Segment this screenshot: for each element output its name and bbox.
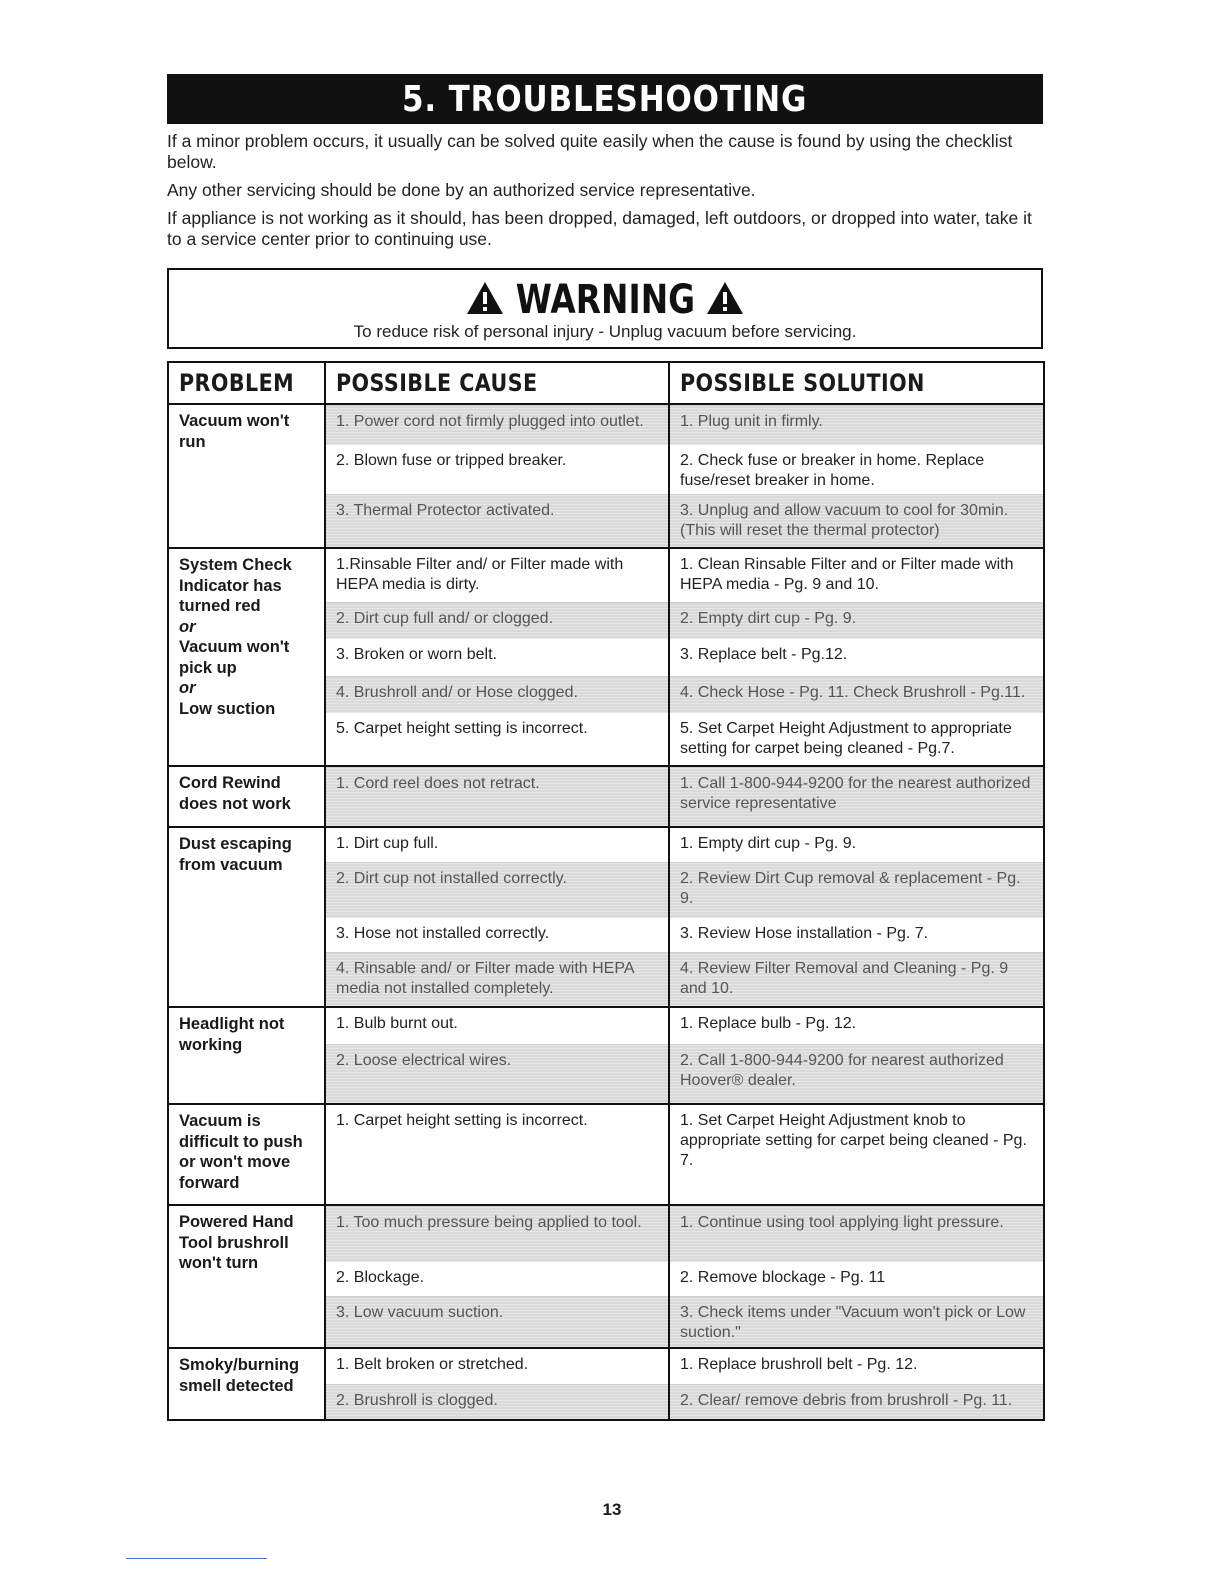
problem-text: Vacuum won't	[179, 638, 290, 656]
table-row	[168, 1205, 1044, 1348]
table-body	[168, 404, 1044, 1420]
cause-item: 1. Carpet height setting is incorrect.	[336, 1112, 588, 1129]
solution-item: 1. Replace bulb - Pg. 12.	[680, 1015, 857, 1032]
cause-item: 4. Brushroll and/ or Hose clogged.	[326, 676, 668, 713]
cause-cell	[325, 1007, 669, 1104]
problem-cell	[168, 1348, 325, 1420]
solution-item: 1. Replace brushroll belt - Pg. 12.	[680, 1356, 918, 1373]
problem-text: working	[179, 1035, 243, 1054]
cause-item: 2. Blockage.	[336, 1269, 425, 1286]
cause-item: 1. Cord reel does not retract.	[326, 767, 668, 826]
warning-box	[167, 268, 1043, 349]
solution-item: 2. Review Dirt Cup removal & replacement - Pg. 9.	[670, 862, 1043, 918]
problem-text: Vacuum won't	[179, 412, 290, 430]
problem-text: won't turn	[179, 1254, 259, 1272]
problem-text: Vacuum is	[179, 1112, 261, 1130]
problem-text: smell detected	[179, 1376, 294, 1395]
footer-rule	[126, 1558, 267, 1559]
table-row	[168, 548, 1044, 766]
problem-text: Cord Rewind	[179, 774, 281, 792]
cause-item: 1. Bulb burnt out.	[336, 1015, 458, 1032]
problem-text: or	[179, 617, 196, 636]
cause-cell	[325, 404, 669, 548]
cause-item: 2. Loose electrical wires.	[326, 1044, 668, 1103]
problem-cell	[168, 1205, 325, 1348]
header-possible-solution: POSSIBLE SOLUTION	[669, 362, 1044, 404]
cause-cell	[325, 766, 669, 827]
problem-text: pick up	[179, 658, 237, 677]
problem-cell	[168, 1104, 325, 1205]
problem-text: or won't move	[179, 1153, 291, 1171]
cause-item: 3. Broken or worn belt.	[336, 646, 497, 663]
header-problem: PROBLEM	[168, 362, 325, 404]
problem-text: System Check	[179, 556, 292, 574]
problem-text: does not work	[179, 794, 291, 813]
problem-cell	[168, 766, 325, 827]
intro-paragraph: Any other servicing should be done by an authorized service representative.	[167, 180, 756, 200]
solution-cell	[669, 1205, 1044, 1348]
table-row	[168, 827, 1044, 1007]
solution-item: 2. Remove blockage - Pg. 11	[680, 1269, 886, 1286]
cause-cell	[325, 827, 669, 1007]
solution-item: 1. Call 1-800-944-9200 for the nearest authorized service representative	[670, 767, 1043, 826]
problem-text: run	[179, 432, 206, 451]
problem-text: Dust escaping	[179, 835, 292, 853]
solution-item: 2. Check fuse or breaker in home. Replace fuse/reset breaker in home.	[680, 452, 985, 489]
solution-item: 2. Call 1-800-944-9200 for nearest authorized Hoover® dealer.	[670, 1044, 1043, 1103]
problem-text: Powered Hand	[179, 1213, 294, 1231]
solution-item: 1. Continue using tool applying light pressure.	[670, 1206, 1043, 1262]
problem-cell	[168, 548, 325, 766]
cause-item: 1.Rinsable Filter and/ or Filter made with HEPA media is dirty.	[336, 556, 624, 593]
solution-cell	[669, 1348, 1044, 1420]
table-header-row	[168, 362, 1044, 404]
problem-text: or	[179, 679, 196, 697]
solution-item: 3. Review Hose installation - Pg. 7.	[680, 925, 929, 942]
solution-item: 1. Empty dirt cup - Pg. 9.	[680, 835, 857, 852]
warning-triangle-icon	[466, 281, 504, 315]
cause-item: 2. Brushroll is clogged.	[326, 1384, 668, 1419]
cause-cell	[325, 1205, 669, 1348]
table-row	[168, 404, 1044, 548]
cause-item: 1. Power cord not firmly plugged into outlet.	[326, 405, 668, 445]
problem-cell	[168, 1007, 325, 1104]
problem-text: Tool brushroll	[179, 1233, 289, 1252]
section-title: 5. TROUBLESHOOTING	[402, 78, 808, 120]
header-possible-cause: POSSIBLE CAUSE	[325, 362, 669, 404]
problem-text: Headlight not	[179, 1015, 285, 1033]
table-row	[168, 1104, 1044, 1205]
table-row	[168, 1007, 1044, 1104]
cause-item: 4. Rinsable and/ or Filter made with HEPA media not installed completely.	[326, 952, 668, 1006]
solution-item: 3. Unplug and allow vacuum to cool for 30min. (This will reset the thermal protector)	[670, 494, 1043, 547]
problem-text: Low suction	[179, 699, 276, 718]
table-row	[168, 1348, 1044, 1420]
solution-item: 4. Check Hose - Pg. 11. Check Brushroll - Pg.11.	[670, 676, 1043, 713]
problem-text: turned red	[179, 597, 261, 615]
intro-paragraph: If a minor problem occurs, it usually can be solved quite easily when the cause is found by using the checklist below.	[167, 131, 1013, 172]
cause-item: 1. Belt broken or stretched.	[336, 1356, 529, 1373]
solution-item: 3. Check items under "Vacuum won't pick or Low suction."	[670, 1296, 1043, 1347]
cause-item: 2. Dirt cup full and/ or clogged.	[326, 602, 668, 639]
cause-item: 1. Too much pressure being applied to tool.	[326, 1206, 668, 1262]
cause-item: 3. Hose not installed correctly.	[336, 925, 550, 942]
problem-text: forward	[179, 1173, 240, 1192]
cause-item: 3. Low vacuum suction.	[326, 1296, 668, 1347]
problem-text: from vacuum	[179, 855, 283, 874]
solution-cell	[669, 1007, 1044, 1104]
solution-item: 1. Set Carpet Height Adjustment knob to appropriate setting for carpet being cleaned - Pg. 7.	[680, 1112, 1027, 1169]
cause-cell	[325, 548, 669, 766]
problem-text: difficult to push	[179, 1132, 303, 1151]
problem-text: Indicator has	[179, 576, 282, 595]
solution-item: 4. Review Filter Removal and Cleaning - Pg. 9 and 10.	[670, 952, 1043, 1006]
solution-item: 2. Clear/ remove debris from brushroll - Pg. 11.	[670, 1384, 1043, 1419]
solution-item: 1. Plug unit in firmly.	[670, 405, 1043, 445]
warning-heading	[169, 278, 1041, 322]
solution-cell	[669, 766, 1044, 827]
solution-item: 3. Replace belt - Pg.12.	[680, 646, 848, 663]
solution-cell	[669, 548, 1044, 766]
table-row	[168, 766, 1044, 827]
solution-cell	[669, 827, 1044, 1007]
intro-text	[167, 131, 1043, 257]
problem-text: Smoky/burning	[179, 1356, 300, 1374]
cause-item: 2. Blown fuse or tripped breaker.	[336, 452, 567, 469]
warning-text: To reduce risk of personal injury - Unplug vacuum before servicing.	[353, 322, 857, 341]
page-number: 13	[602, 1500, 622, 1519]
problem-cell	[168, 827, 325, 1007]
warning-triangle-icon	[706, 281, 744, 315]
solution-item: 1. Clean Rinsable Filter and or Filter made with HEPA media - Pg. 9 and 10.	[680, 556, 1014, 593]
solution-cell	[669, 404, 1044, 548]
cause-item: 5. Carpet height setting is incorrect.	[336, 720, 588, 737]
intro-paragraph: If appliance is not working as it should, has been dropped, damaged, left outdoors, or dropped into water, take it to a service center prior to continuing use.	[167, 208, 1032, 249]
section-title-banner	[167, 74, 1043, 124]
problem-cell	[168, 404, 325, 548]
cause-item: 2. Dirt cup not installed correctly.	[326, 862, 668, 918]
cause-item: 3. Thermal Protector activated.	[326, 494, 668, 547]
cause-cell	[325, 1104, 669, 1205]
solution-cell	[669, 1104, 1044, 1205]
cause-cell	[325, 1348, 669, 1420]
solution-item: 2. Empty dirt cup - Pg. 9.	[670, 602, 1043, 639]
cause-item: 1. Dirt cup full.	[336, 835, 439, 852]
solution-item: 5. Set Carpet Height Adjustment to appropriate setting for carpet being cleaned - Pg.7.	[680, 720, 1012, 757]
troubleshooting-table	[167, 361, 1045, 1421]
warning-title: WARNING	[515, 277, 695, 323]
